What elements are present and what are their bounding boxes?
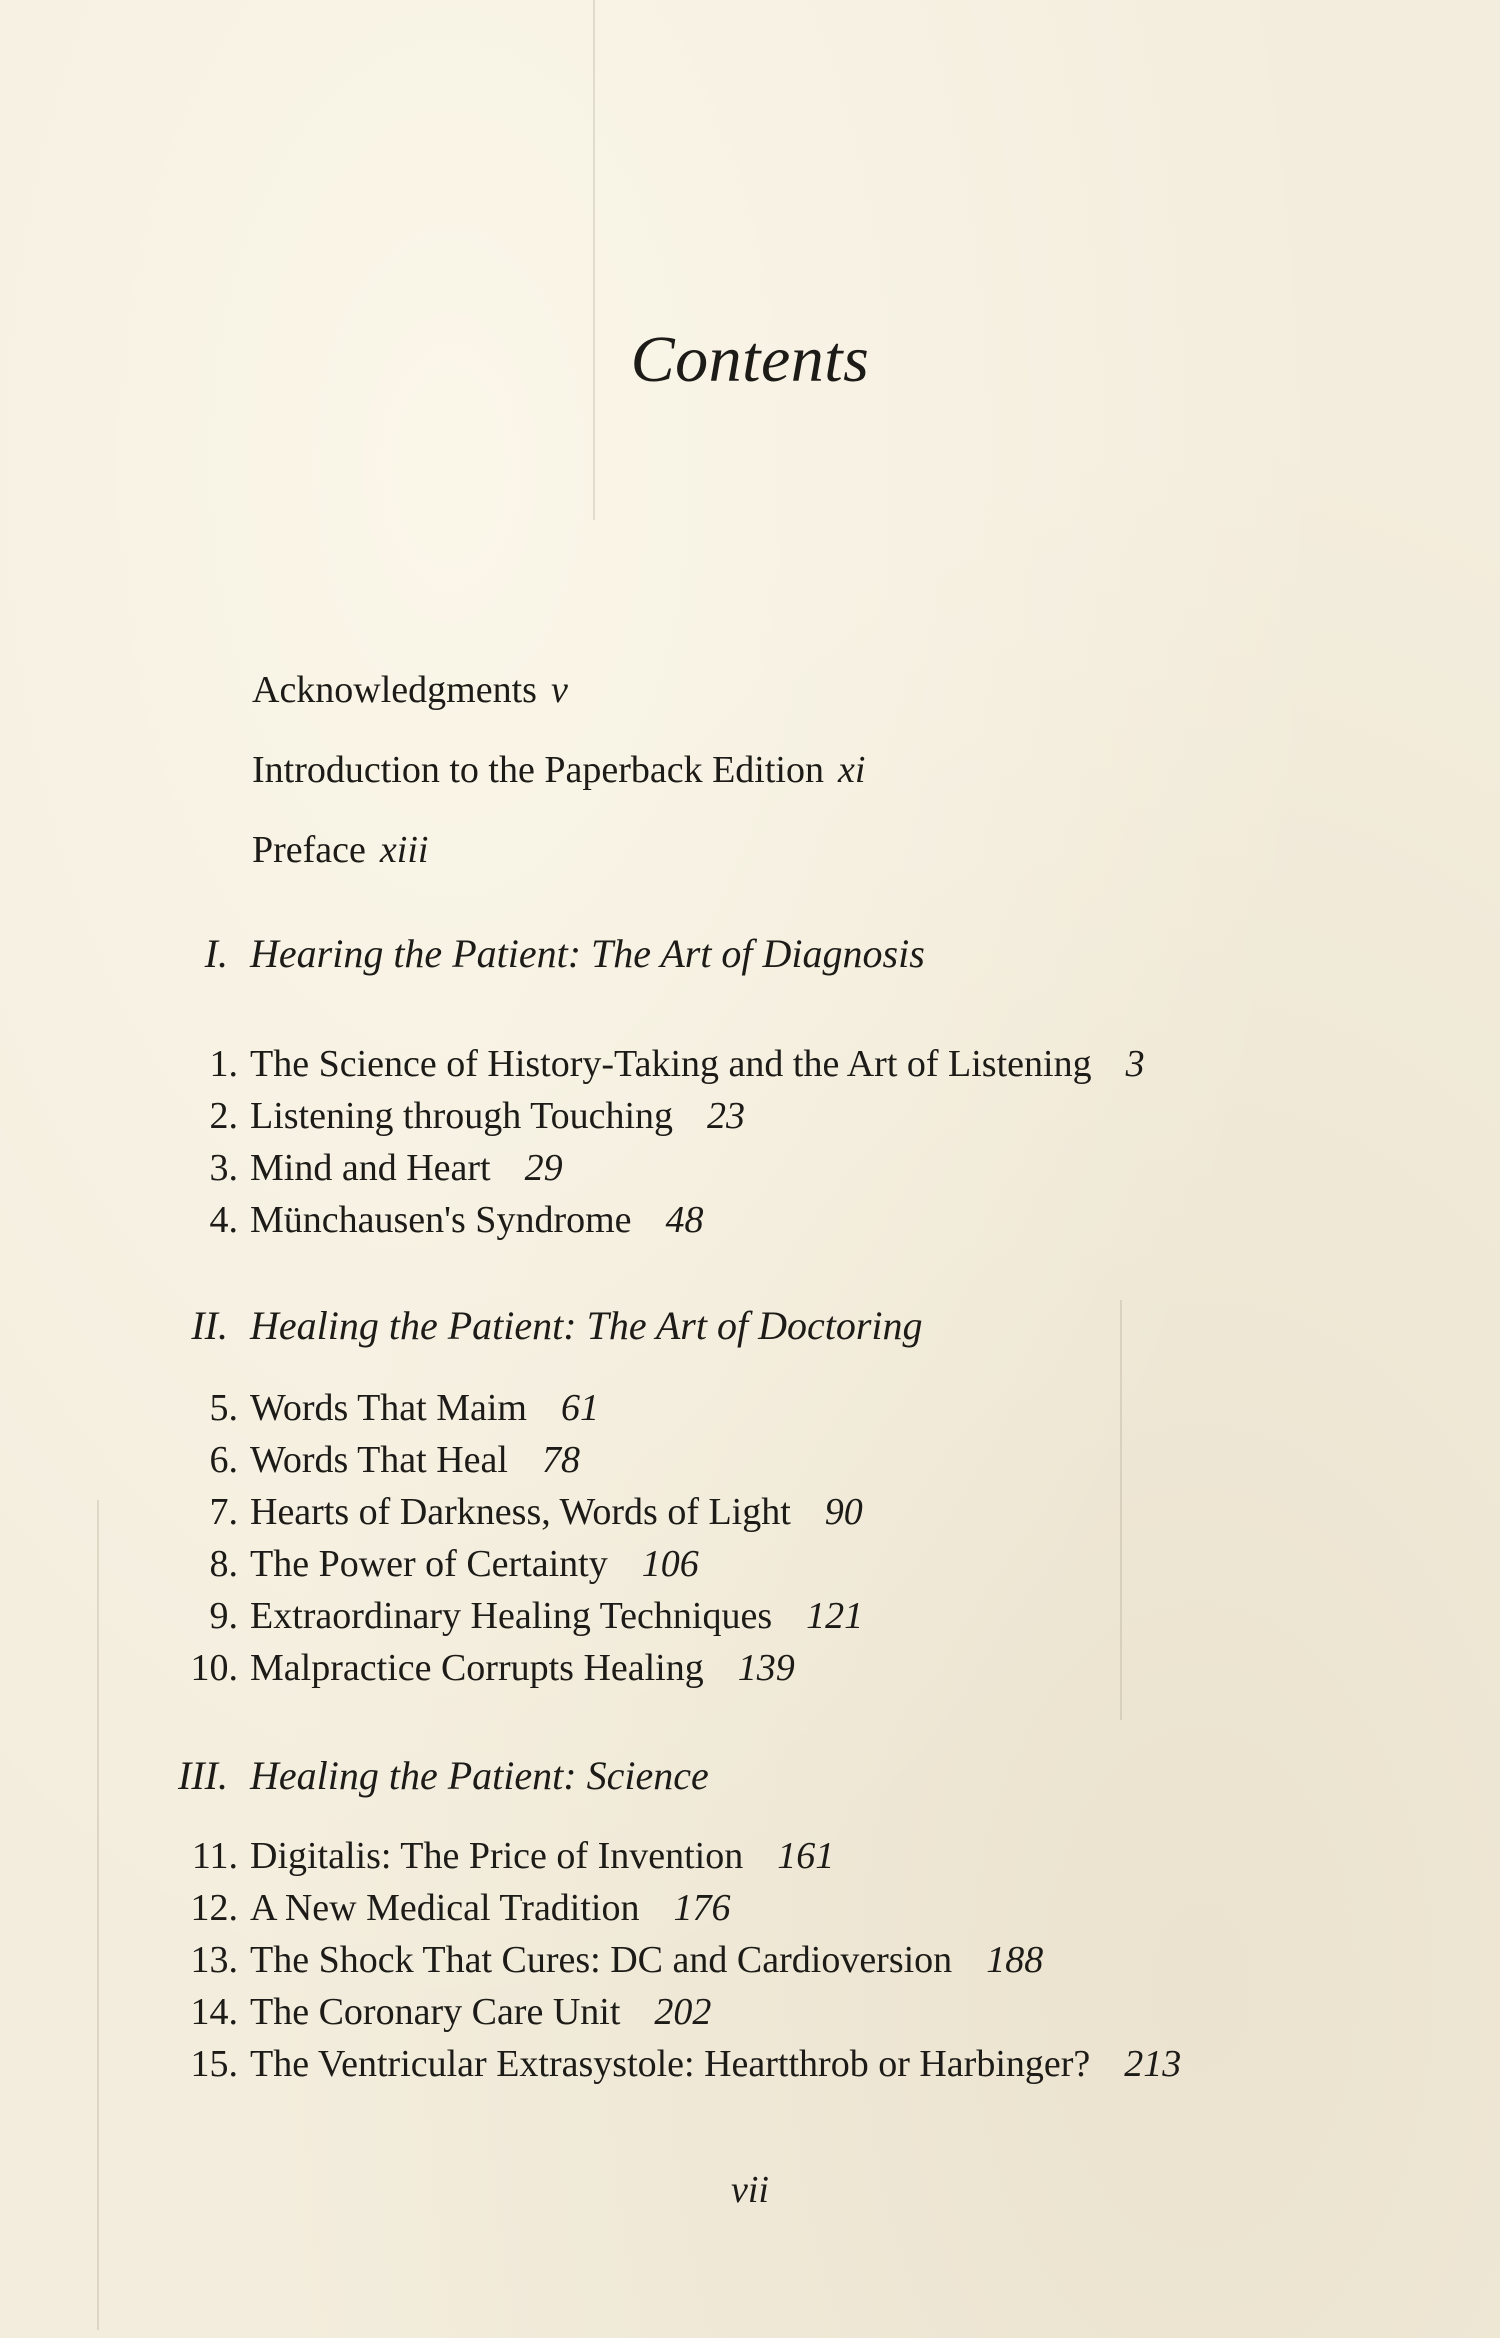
toc-entry-title: Acknowledgments [252, 669, 537, 711]
toc-page-number: 61 [560, 1387, 599, 1429]
toc-chapter-entry[interactable] [168, 1198, 704, 1242]
toc-page-number: 139 [737, 1647, 795, 1689]
toc-chapter-entry[interactable] [168, 1146, 563, 1190]
chapter-title: The Science of History-Taking and the Art of Listening [250, 1043, 1092, 1085]
chapter-title: A New Medical Tradition [250, 1887, 640, 1929]
toc-page-number: 188 [986, 1939, 1044, 1981]
toc-page-number: xiii [379, 829, 429, 871]
chapter-number: 2. [209, 1095, 238, 1137]
scan-mark [593, 0, 595, 520]
toc-front-acknowledgments[interactable] [252, 668, 568, 712]
chapter-number: 3. [209, 1147, 238, 1189]
chapter-title: The Shock That Cures: DC and Cardioversion [250, 1939, 953, 1981]
toc-front-preface[interactable] [252, 828, 428, 872]
chapter-title: Words That Maim [250, 1387, 527, 1429]
part-number: I. [204, 931, 228, 976]
chapter-title: The Power of Certainty [250, 1543, 608, 1585]
chapter-title: Hearts of Darkness, Words of Light [250, 1491, 791, 1533]
chapter-number: 4. [209, 1199, 238, 1241]
toc-chapter-entry[interactable] [168, 1886, 730, 1930]
toc-chapter-entry[interactable] [168, 1594, 863, 1638]
chapter-number: 9. [209, 1595, 238, 1637]
chapter-number: 8. [209, 1543, 238, 1585]
toc-chapter-entry[interactable] [168, 1094, 745, 1138]
toc-chapter-entry[interactable] [168, 1490, 863, 1534]
toc-page-number: 29 [524, 1147, 563, 1189]
toc-page-number: 3 [1125, 1043, 1145, 1085]
toc-page-number: v [550, 669, 568, 711]
chapter-title: The Coronary Care Unit [250, 1991, 621, 2033]
toc-page-number: 121 [806, 1595, 864, 1637]
toc-chapter-entry[interactable] [168, 1542, 699, 1586]
toc-page-number: 78 [541, 1439, 580, 1481]
page-folio: vii [731, 2169, 769, 2211]
toc-page-number: 202 [654, 1991, 712, 2033]
toc-page-number: 48 [665, 1199, 704, 1241]
toc-page-number: 161 [777, 1835, 835, 1877]
toc-page-number: 106 [641, 1543, 699, 1585]
chapter-title: Münchausen's Syndrome [250, 1199, 632, 1241]
chapter-title: Malpractice Corrupts Healing [250, 1647, 704, 1689]
chapter-title: Digitalis: The Price of Invention [250, 1835, 744, 1877]
toc-page-number: xi [837, 749, 866, 791]
chapter-number: 10. [190, 1647, 238, 1689]
chapter-title: Extraordinary Healing Techniques [250, 1595, 773, 1637]
chapter-number: 5. [209, 1387, 238, 1429]
toc-chapter-entry[interactable] [168, 1438, 580, 1482]
chapter-number: 11. [191, 1835, 238, 1877]
chapter-title: The Ventricular Extrasystole: Heartthrob or Harbinger? [250, 2043, 1091, 2085]
toc-part-heading[interactable] [168, 1302, 923, 1349]
toc-entry-title: Preface [252, 829, 366, 871]
chapter-number: 13. [190, 1939, 238, 1981]
part-title: Healing the Patient: Science [250, 1753, 709, 1798]
scan-mark [1120, 1300, 1122, 1720]
part-number: III. [178, 1753, 228, 1798]
chapter-number: 7. [209, 1491, 238, 1533]
chapter-title: Listening through Touching [250, 1095, 674, 1137]
toc-front-introduction[interactable] [252, 748, 865, 792]
part-title: Healing the Patient: The Art of Doctoring [250, 1303, 923, 1348]
chapter-title: Words That Heal [250, 1439, 508, 1481]
toc-chapter-entry[interactable] [168, 1042, 1145, 1086]
toc-page-number: 90 [824, 1491, 863, 1533]
toc-page-number: 23 [707, 1095, 746, 1137]
chapter-number: 14. [190, 1991, 238, 2033]
toc-chapter-entry[interactable] [168, 1834, 834, 1878]
toc-chapter-entry[interactable] [168, 1646, 795, 1690]
toc-chapter-entry[interactable] [168, 1938, 1043, 1982]
chapter-number: 1. [209, 1043, 238, 1085]
chapter-number: 15. [190, 2043, 238, 2085]
toc-page-number: 213 [1124, 2043, 1182, 2085]
part-number: II. [191, 1303, 228, 1348]
chapter-number: 12. [190, 1887, 238, 1929]
page-title: Contents [630, 323, 870, 396]
chapter-title: Mind and Heart [250, 1147, 491, 1189]
chapter-number: 6. [209, 1439, 238, 1481]
toc-chapter-entry[interactable] [168, 1990, 711, 2034]
toc-part-heading[interactable] [168, 930, 925, 977]
part-title: Hearing the Patient: The Art of Diagnosis [250, 931, 925, 976]
toc-entry-title: Introduction to the Paperback Edition [252, 749, 824, 791]
toc-part-heading[interactable] [168, 1752, 709, 1799]
toc-chapter-entry[interactable] [168, 1386, 599, 1430]
toc-chapter-entry[interactable] [168, 2042, 1181, 2086]
toc-page-number: 176 [673, 1887, 731, 1929]
